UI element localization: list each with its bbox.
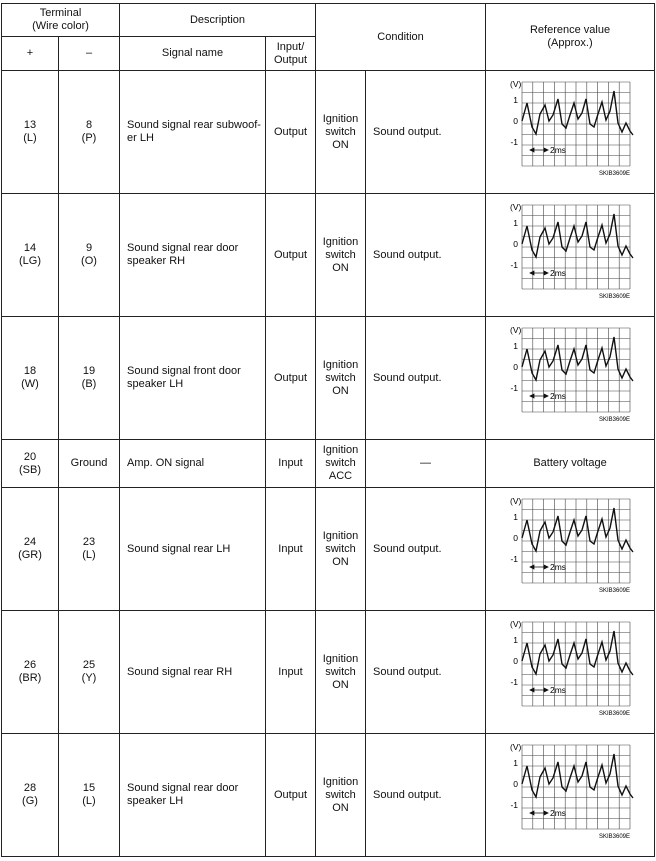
io-cell: Output [266, 194, 316, 317]
wire-color-header-label: (Wire color) [32, 20, 89, 32]
ignition-line3: ACC [328, 470, 353, 482]
signal-name-cell [120, 317, 266, 440]
condition-cell: Sound output. [366, 317, 486, 440]
minus-terminal-number: 19 [82, 365, 96, 377]
reference-cell [486, 71, 655, 194]
minus-header: – [59, 37, 120, 71]
plus-terminal-cell [2, 734, 59, 857]
plus-terminal-color: (G) [22, 795, 38, 807]
table-row [2, 488, 655, 611]
signal-name-line2: speaker LH [127, 795, 184, 807]
io-header-line2: Output [273, 53, 308, 66]
reference-header [486, 4, 655, 71]
signal-name-cell [120, 71, 266, 194]
io-cell: Output [266, 734, 316, 857]
minus-terminal-color: (B) [81, 378, 97, 390]
minus-terminal-number: 15 [82, 782, 96, 794]
osc-figure-code: SKIB3609E [598, 417, 631, 423]
signal-name-cell [120, 611, 266, 734]
ignition-cell [316, 71, 366, 194]
table-row [2, 194, 655, 317]
plus-terminal-cell [2, 488, 59, 611]
minus-terminal-number: 8 [85, 119, 93, 131]
osc-unit-label: (V) [510, 79, 522, 89]
io-cell: Output [266, 317, 316, 440]
osc-tick-bottom: -1 [510, 677, 519, 687]
osc-time-arrow [530, 271, 548, 275]
osc-time-label: 2ms [550, 685, 567, 695]
reference-header-line1: Reference value [529, 24, 611, 36]
osc-time-label: 2ms [550, 268, 567, 278]
ignition-line3: ON [332, 138, 349, 151]
signal-name-cell [120, 440, 266, 488]
ignition-line3: ON [332, 261, 349, 274]
plus-terminal-color: (W) [21, 378, 39, 390]
osc-tick-bottom: -1 [510, 554, 519, 564]
osc-time-label: 2ms [550, 562, 567, 572]
osc-figure-code: SKIB3609E [598, 834, 631, 840]
osc-tick-mid: 0 [513, 239, 519, 249]
osc-figure-code: SKIB3609E [598, 294, 631, 300]
plus-terminal-color: (GR) [18, 549, 42, 561]
plus-terminal-color: (L) [23, 132, 37, 144]
plus-terminal-cell [2, 317, 59, 440]
oscilloscope-waveform [503, 77, 637, 187]
ignition-cell [316, 194, 366, 317]
condition-cell: Sound output. [366, 194, 486, 317]
osc-tick-top: 1 [513, 635, 519, 645]
ignition-line3: ON [332, 384, 349, 397]
signal-name-line1: Amp. ON signal [127, 457, 205, 469]
osc-unit-label: (V) [510, 619, 522, 629]
condition-cell: Sound output. [366, 71, 486, 194]
osc-figure-code: SKIB3609E [598, 171, 631, 177]
osc-unit-label: (V) [510, 325, 522, 335]
terminal-header-label: Terminal [39, 7, 82, 19]
condition-cell: Sound output. [366, 611, 486, 734]
signal-name-cell [120, 488, 266, 611]
osc-time-arrow [530, 565, 548, 569]
osc-tick-top: 1 [513, 512, 519, 522]
ignition-cell [316, 440, 366, 488]
osc-tick-mid: 0 [513, 533, 519, 543]
ignition-cell [316, 488, 366, 611]
minus-terminal-color: (L) [82, 549, 96, 561]
osc-time-label: 2ms [550, 145, 567, 155]
osc-unit-label: (V) [510, 202, 522, 212]
table-row [2, 734, 655, 857]
ignition-line2: switch [325, 542, 356, 555]
osc-tick-top: 1 [513, 218, 519, 228]
signal-name-line2: er LH [127, 132, 154, 144]
osc-tick-top: 1 [513, 758, 519, 768]
io-cell: Output [266, 71, 316, 194]
signal-name-cell [120, 734, 266, 857]
io-cell: Input [266, 611, 316, 734]
minus-terminal-cell [59, 488, 120, 611]
signal-name-cell [120, 194, 266, 317]
osc-time-label: 2ms [550, 808, 567, 818]
condition-cell: Sound output. [366, 488, 486, 611]
minus-terminal-cell [59, 611, 120, 734]
signal-name-line2: speaker LH [127, 378, 184, 390]
reference-cell [486, 194, 655, 317]
ignition-line1: Ignition [322, 652, 359, 665]
signal-name-line1: Sound signal front door [127, 365, 241, 377]
osc-tick-bottom: -1 [510, 137, 519, 147]
signal-name-header: Signal name [120, 37, 266, 71]
reference-cell [486, 611, 655, 734]
io-cell: Input [266, 488, 316, 611]
reference-cell: Battery voltage [486, 440, 655, 488]
ignition-line2: switch [325, 665, 356, 678]
osc-figure-code: SKIB3609E [598, 711, 631, 717]
minus-terminal-color: (P) [81, 132, 97, 144]
ignition-line3: ON [332, 555, 349, 568]
osc-tick-top: 1 [513, 95, 519, 105]
minus-terminal-cell [59, 194, 120, 317]
osc-trace [522, 337, 633, 381]
oscilloscope-waveform [503, 617, 637, 727]
plus-terminal-cell [2, 440, 59, 488]
osc-tick-top: 1 [513, 341, 519, 351]
ignition-line3: ON [332, 678, 349, 691]
osc-trace [522, 754, 633, 798]
osc-tick-mid: 0 [513, 779, 519, 789]
osc-unit-label: (V) [510, 742, 522, 752]
oscilloscope-waveform [503, 740, 637, 850]
osc-time-arrow [530, 811, 548, 815]
ignition-line1: Ignition [322, 529, 359, 542]
minus-terminal-cell [59, 734, 120, 857]
table-body [2, 71, 655, 857]
signal-name-line1: Sound signal rear LH [127, 542, 231, 555]
osc-tick-bottom: -1 [510, 383, 519, 393]
plus-header: + [2, 37, 59, 71]
minus-terminal-color: (Y) [81, 672, 97, 684]
minus-terminal-cell [59, 71, 120, 194]
minus-terminal-color: (O) [81, 255, 97, 267]
plus-terminal-color: (BR) [18, 672, 42, 684]
plus-terminal-number: 14 [23, 242, 37, 254]
osc-tick-mid: 0 [513, 656, 519, 666]
table-row [2, 611, 655, 734]
table-row [2, 317, 655, 440]
reference-cell [486, 317, 655, 440]
ignition-line2: switch [325, 371, 356, 384]
signal-name-line2: speaker RH [127, 255, 186, 267]
ignition-line2: switch [325, 788, 356, 801]
osc-time-arrow [530, 688, 548, 692]
ignition-cell [316, 317, 366, 440]
reference-cell [486, 734, 655, 857]
signal-name-line1: Sound signal rear subwoof- [127, 119, 261, 131]
ignition-line1: Ignition [322, 444, 359, 456]
ignition-cell [316, 734, 366, 857]
plus-terminal-number: 18 [23, 365, 37, 377]
ignition-line1: Ignition [322, 235, 359, 248]
signal-name-line1: Sound signal rear RH [127, 665, 233, 678]
plus-terminal-number: 13 [23, 119, 37, 131]
minus-terminal-number: Ground [70, 457, 108, 469]
minus-terminal-number: 23 [82, 536, 96, 548]
terminal-spec-table [1, 3, 655, 857]
condition-cell: — [366, 440, 486, 488]
ignition-cell [316, 611, 366, 734]
io-header-line1: Input/ [276, 40, 305, 53]
table-row [2, 440, 655, 488]
oscilloscope-waveform [503, 200, 637, 310]
signal-name-line1: Sound signal rear door [127, 782, 239, 794]
osc-figure-code: SKIB3609E [598, 588, 631, 594]
plus-terminal-cell [2, 611, 59, 734]
condition-header: Condition [316, 4, 486, 71]
minus-terminal-color: (L) [82, 795, 96, 807]
osc-trace [522, 631, 633, 675]
plus-terminal-number: 20 [23, 450, 37, 463]
minus-terminal-number: 25 [82, 659, 96, 671]
osc-time-label: 2ms [550, 391, 567, 401]
osc-trace [522, 214, 633, 258]
condition-cell: Sound output. [366, 734, 486, 857]
minus-terminal-cell [59, 317, 120, 440]
ignition-line2: switch [325, 457, 356, 469]
osc-time-arrow [530, 394, 548, 398]
oscilloscope-waveform [503, 323, 637, 433]
terminal-header [2, 4, 120, 37]
ignition-line2: switch [325, 248, 356, 261]
plus-terminal-cell [2, 194, 59, 317]
osc-time-arrow [530, 148, 548, 152]
osc-tick-bottom: -1 [510, 800, 519, 810]
plus-terminal-number: 24 [23, 536, 37, 548]
ignition-line3: ON [332, 801, 349, 814]
io-cell: Input [266, 440, 316, 488]
oscilloscope-waveform [503, 494, 637, 604]
plus-terminal-number: 26 [23, 659, 37, 671]
signal-name-line1: Sound signal rear door [127, 242, 239, 254]
plus-terminal-color: (SB) [19, 463, 41, 476]
minus-terminal-cell [59, 440, 120, 488]
reference-cell [486, 488, 655, 611]
description-header: Description [120, 4, 316, 37]
table-row [2, 71, 655, 194]
ignition-line1: Ignition [322, 775, 359, 788]
osc-tick-mid: 0 [513, 362, 519, 372]
ignition-line1: Ignition [322, 112, 359, 125]
osc-unit-label: (V) [510, 496, 522, 506]
osc-trace [522, 508, 633, 552]
plus-terminal-cell [2, 71, 59, 194]
osc-trace [522, 91, 633, 135]
minus-terminal-number: 9 [85, 242, 93, 254]
ignition-line1: Ignition [322, 358, 359, 371]
osc-tick-bottom: -1 [510, 260, 519, 270]
osc-tick-mid: 0 [513, 116, 519, 126]
plus-terminal-color: (LG) [19, 255, 41, 267]
reference-header-line2: (Approx.) [547, 37, 593, 49]
io-header [266, 37, 316, 71]
ignition-line2: switch [325, 125, 356, 138]
header-row-1 [2, 4, 655, 37]
plus-terminal-number: 28 [23, 782, 37, 794]
